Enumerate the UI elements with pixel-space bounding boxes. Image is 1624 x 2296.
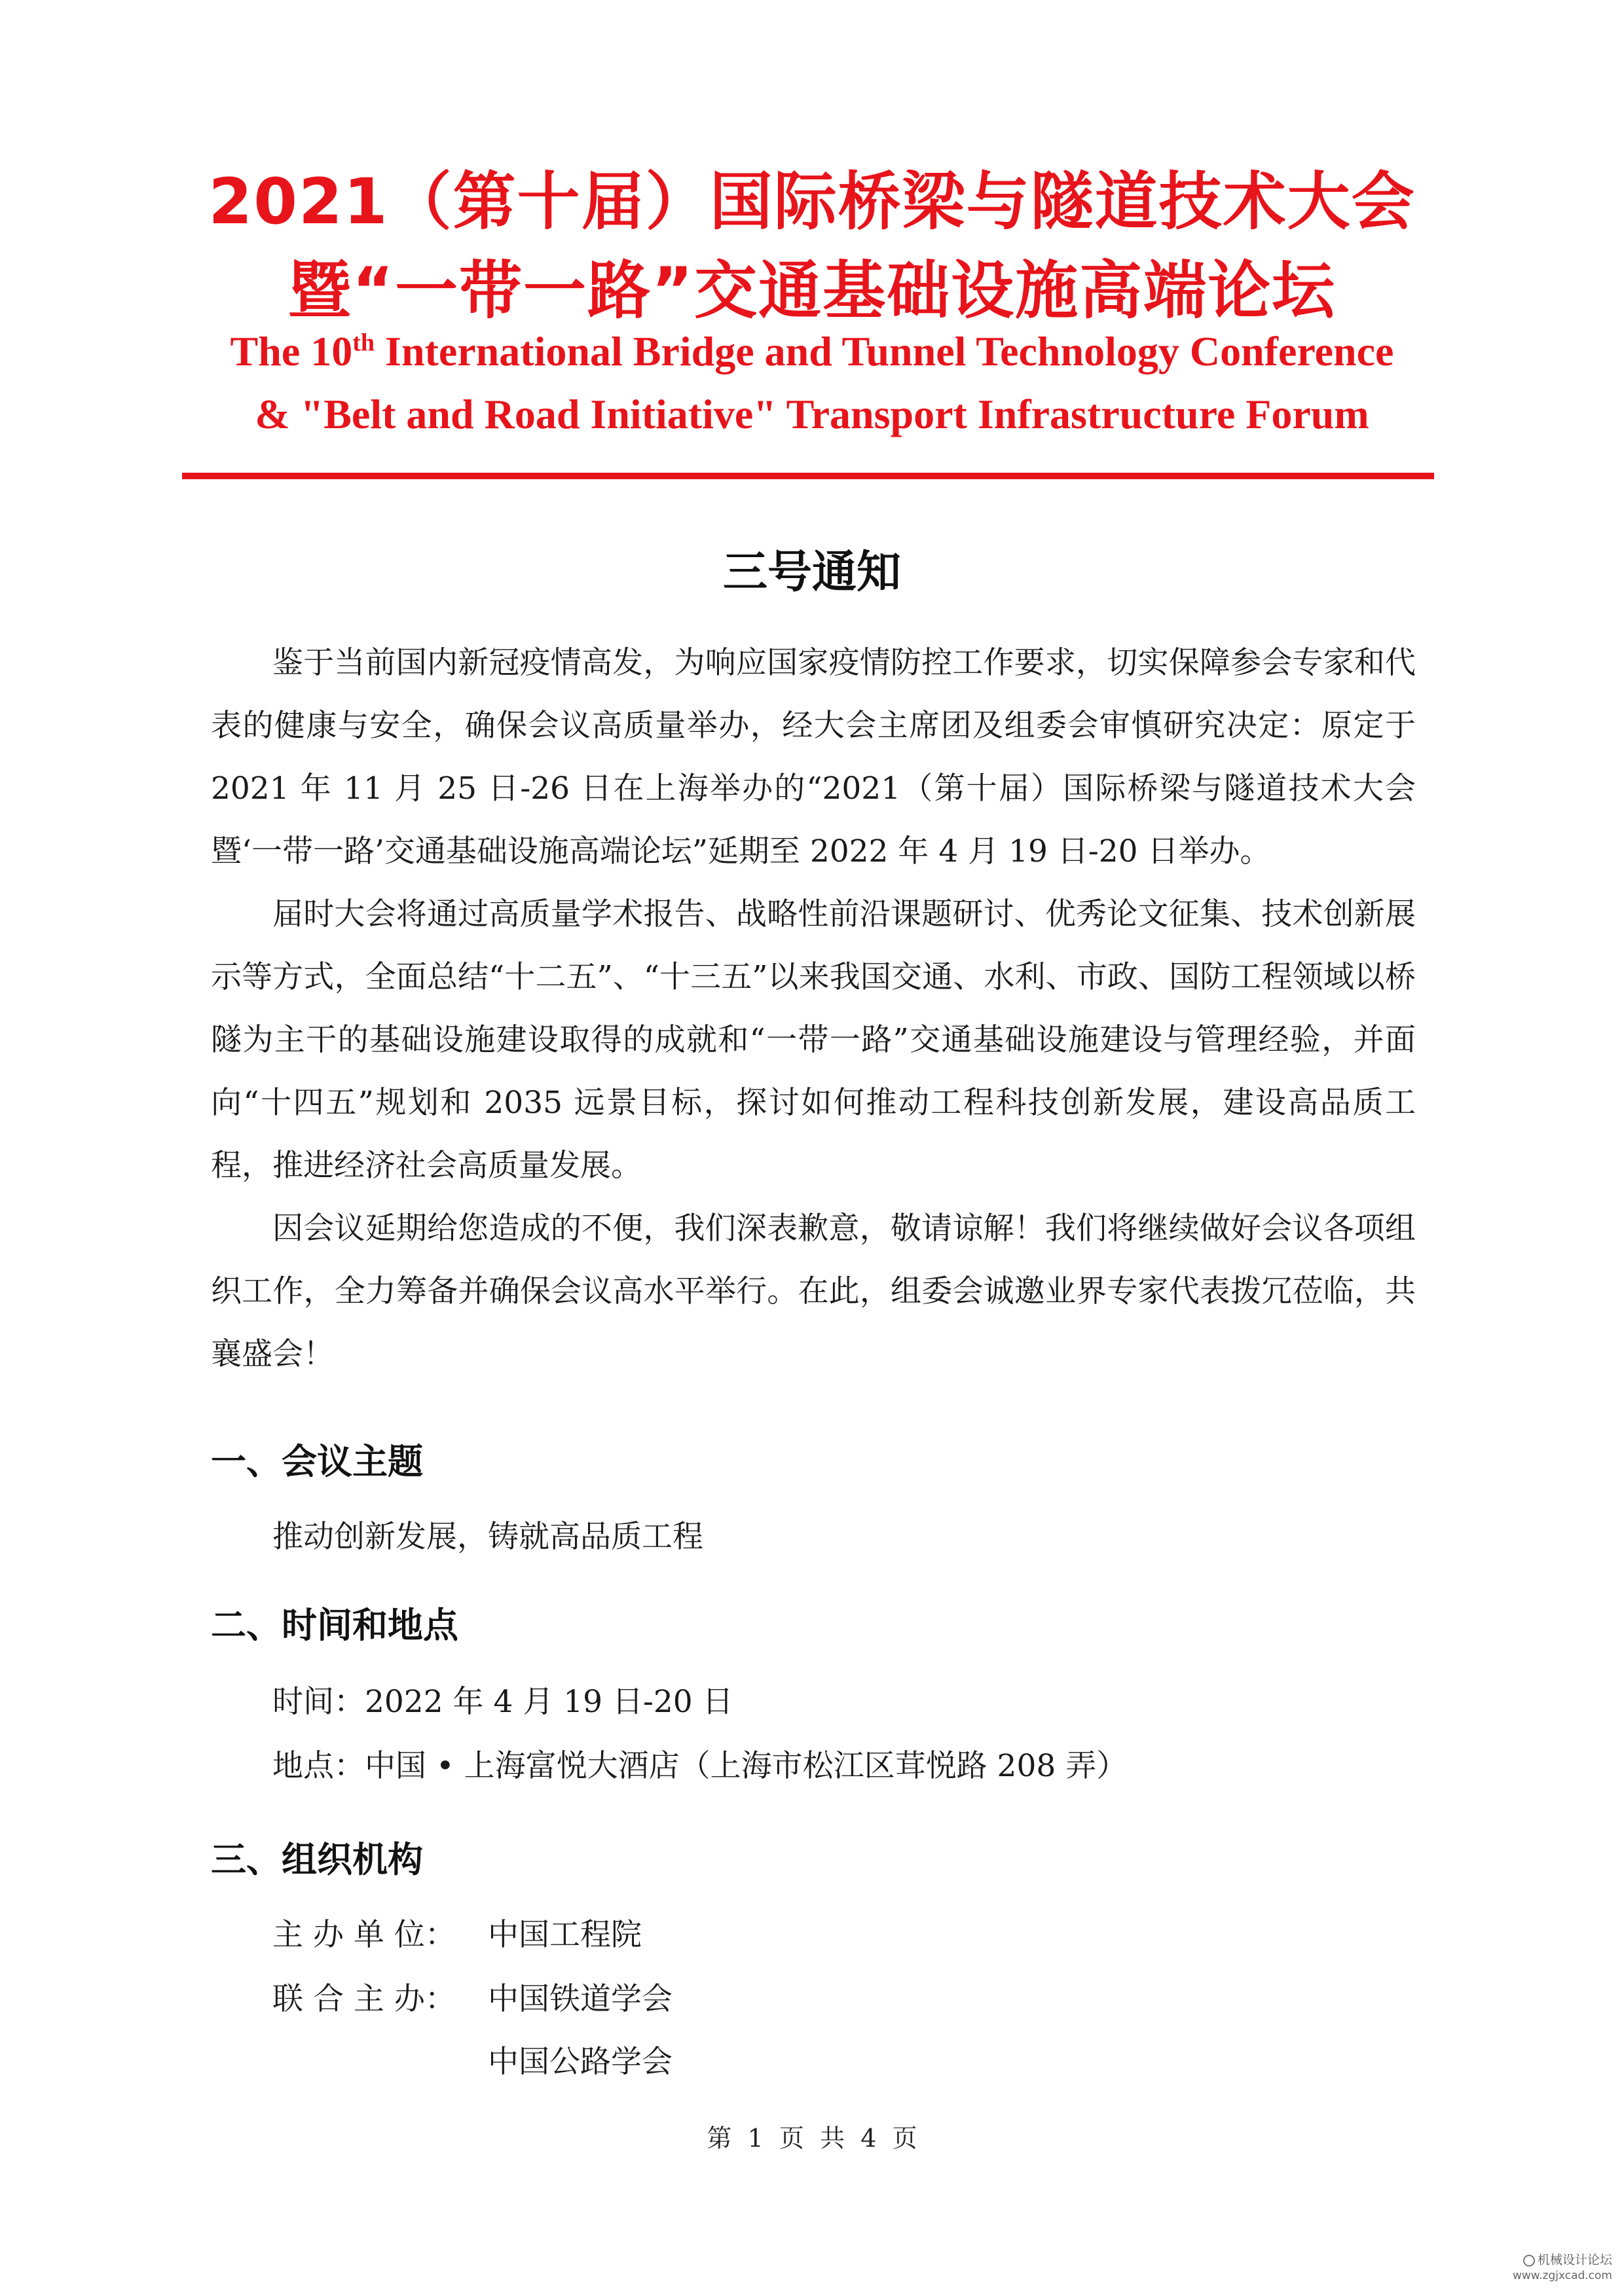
host-label: 主 办 单 位： bbox=[272, 1917, 456, 1953]
theme-text: 推动创新发展，铸就高品质工程 bbox=[272, 1519, 703, 1555]
co-host-value-2: 中国公路学会 bbox=[488, 2044, 673, 2080]
section-heading-time-place: 二、时间和地点 bbox=[211, 1605, 458, 1646]
body-paragraph-2: 届时大会将通过高质量学术报告、战略性前沿课题研讨、优秀论文征集、技术创新展示等方式，全面总结“十二五”、“十三五”以来我国交通、水利、市政、国防工程领域以桥隧为主干的基础设施建设取得的成就和“一带一路”交通基础设施建设与管理经验，并面向“十四五”规划和 2035 远景目标，探讨如何推动工程科技创新发展，建设高品质工程，推进经济社会高质量发展。 bbox=[211, 896, 1416, 1184]
co-host-label: 联 合 主 办： bbox=[272, 1981, 456, 2017]
header-title-en-line2: & "Belt and Road Initiative" Transport Infrastructure Forum bbox=[255, 391, 1369, 437]
host-value: 中国工程院 bbox=[488, 1917, 642, 1953]
watermark-logo-icon bbox=[1523, 2255, 1535, 2267]
body-paragraph-1: 鉴于当前国内新冠疫情高发，为响应国家疫情防控工作要求，切实保障参会专家和代表的健康与安全，确保会议高质量举办，经大会主席团及组委会审慎研究决定：原定于 2021 年 11 月 25 日-26 日在上海举办的“2021（第十届）国际桥梁与隧道技术大会暨‘一带一路’交通基础设施高端论坛”延期至 2022 年 4 月 19 日-20 日举办。 bbox=[211, 645, 1416, 869]
header-en-ordinal-sup: th bbox=[352, 329, 375, 357]
header-divider bbox=[182, 473, 1434, 479]
header-title-en-line1 bbox=[0, 327, 1624, 376]
header-title-cn-line1: 2021（第十届）国际桥梁与隧道技术大会 bbox=[208, 165, 1416, 238]
event-time: 时间：2022 年 4 月 19 日-20 日 bbox=[272, 1684, 733, 1720]
event-place: 地点：中国 • 上海富悦大酒店（上海市松江区茸悦路 208 弄） bbox=[272, 1748, 1128, 1784]
section-heading-organization: 三、组织机构 bbox=[211, 1839, 423, 1880]
header-title-cn-line2: 暨“一带一路”交通基础设施高端论坛 bbox=[287, 254, 1337, 327]
notice-title: 三号通知 bbox=[722, 547, 901, 598]
header-en-suffix: International Bridge and Tunnel Technology Conference bbox=[375, 328, 1394, 374]
site-watermark bbox=[1488, 2252, 1612, 2284]
watermark-url: www.zgjxcad.com bbox=[1512, 2269, 1612, 2282]
header-en-prefix: The 10 bbox=[230, 328, 353, 374]
watermark-site-name bbox=[1488, 2252, 1612, 2268]
section-heading-theme: 一、会议主题 bbox=[211, 1441, 423, 1482]
page-indicator: 第 1 页 共 4 页 bbox=[707, 2124, 917, 2153]
body-paragraph-3: 因会议延期给您造成的不便，我们深表歉意，敬请谅解！我们将继续做好会议各项组织工作，全力筹备并确保会议高水平举行。在此，组委会诚邀业界专家代表拨冗莅临，共襄盛会！ bbox=[211, 1211, 1416, 1372]
watermark-site-name-text: 机械设计论坛 bbox=[1537, 2253, 1612, 2267]
co-host-value-1: 中国铁道学会 bbox=[488, 1981, 673, 2017]
